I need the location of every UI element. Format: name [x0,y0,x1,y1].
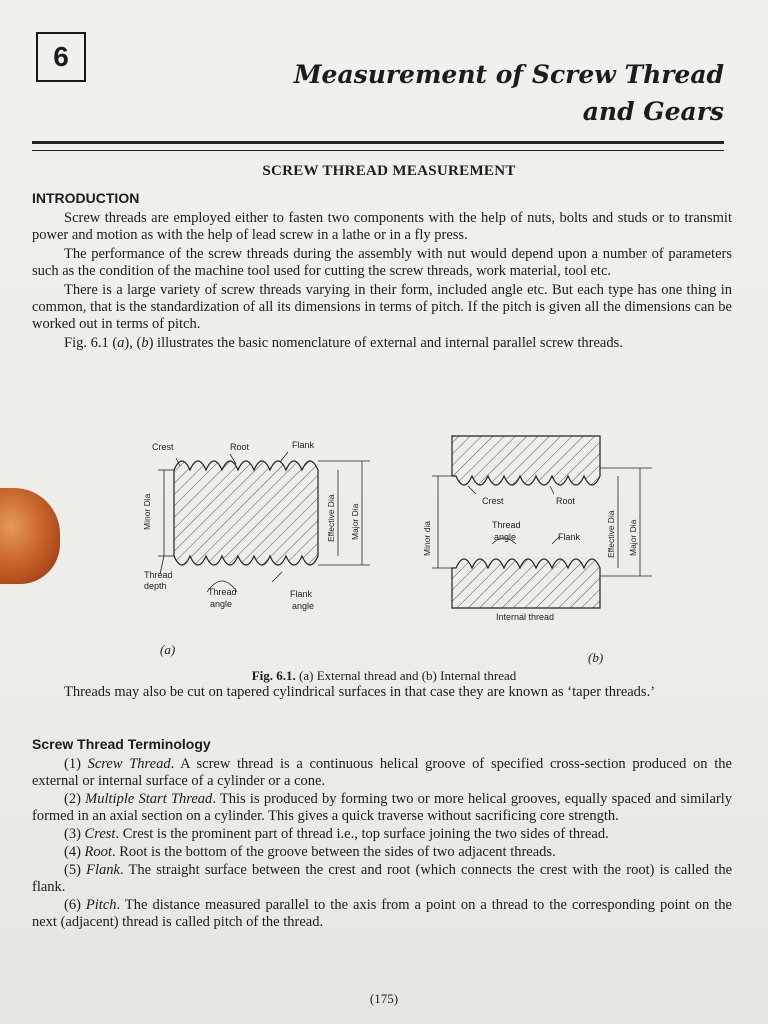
term-item-6: (6) Pitch. The distance measured parallel to the axis from a point on a thread to the corresponding point on the next (adjacent) thread is called pitch of the thread. [32,897,732,930]
ext-thread-depth-label-2: depth [144,581,167,591]
ext-thread-angle-label-1: Thread [208,587,237,597]
term-item-2: (2) Multiple Start Thread. This is produced by forming two or more helical grooves, equally spaced and similarly formed in an axial section on a cylinder. This gives a quick traverse without sacrificing core strength. [32,791,732,824]
taper-paragraph: Threads may also be cut on tapered cylindrical surfaces in that case they are known as ‘taper threads.’ [64,684,656,700]
chapter-title-line-2: and Gears [582,97,724,126]
int-flank-label: Flank [558,532,581,542]
intro-paragraph-1: Screw threads are employed either to fasten two components with the help of nuts, bolts and studs or to transmit power and motion as with the help of lead screw in a lathe or in a fly press. [32,210,732,243]
int-thread-angle-label-2: angle [494,532,517,542]
chapter-title-line-1: Measurement of Screw Thread [293,60,724,89]
term-item-1: (1) Screw Thread. A screw thread is a continuous helical groove of specified cross-section produced on the external or internal surface of a cylinder or a cone. [32,756,732,789]
int-crest-label: Crest [482,496,504,506]
term-item-5: (5) Flank. The straight surface between the crest and root (which connects the crest with the root) is called the flank. [32,862,732,895]
figure-label-a: (a) [160,642,176,657]
ext-crest-label: Crest [152,442,174,452]
int-root-label: Root [556,496,576,506]
section-heading: SCREW THREAD MEASUREMENT [262,163,516,179]
intro-paragraph-2: The performance of the screw threads during the assembly with nut would depend upon a number of parameters such as the condition of the machine tool used for cutting the screw threads, work material, tool etc. [32,246,732,279]
terminology-heading: Screw Thread Terminology [32,736,211,752]
chapter-number-box: 6 [36,32,86,82]
header-rule-thin [32,150,724,151]
int-thread-angle-label-1: Thread [492,520,521,530]
ext-thread-depth-label-1: Thread [144,570,173,580]
terminology-list [32,756,732,932]
ext-major-dia-label: Major Dia [350,503,360,540]
figure-label-b: (b) [588,650,604,665]
header-rule-thick [32,141,724,144]
ext-flank-label: Flank [292,440,315,450]
ext-effective-dia-label: Effective Dia [326,494,336,542]
int-internal-thread-label: Internal thread [496,612,555,622]
introduction-text [32,210,732,352]
page-number: (175) [369,991,399,1006]
ext-thread-angle-label-2: angle [210,599,233,609]
ext-minor-dia-label: Minor Dia [142,493,152,530]
int-minor-dia-label: Minor dia [422,521,432,556]
term-item-3: (3) Crest. Crest is the prominent part of thread i.e., top surface joining the two sides of thread. [64,826,609,842]
figure-6-1 [112,432,652,647]
term-item-4: (4) Root. Root is the bottom of the groove between the sides of two adjacent threads. [64,844,556,860]
external-thread-diagram [142,440,370,611]
intro-paragraph-3: There is a large variety of screw threads varying in their form, included angle etc. But each type has one thing in common, that is the standardization of all its dimensions in terms of pitch. If the pitch is given all the dimensions can be worked out in terms of pitch. [32,282,732,332]
internal-thread-diagram [422,436,652,622]
ext-flank-angle-label-1: Flank [290,589,313,599]
chapter-title [204,56,724,130]
intro-paragraph-4: Fig. 6.1 (a), (b) illustrates the basic nomenclature of external and internal parallel screw threads. [64,335,623,351]
thumb-photo-artifact [0,488,60,584]
int-major-dia-label: Major Dia [628,519,638,556]
ext-flank-angle-label-2: angle [292,601,315,611]
int-effective-dia-label: Effective Dia [606,510,616,558]
ext-root-label: Root [230,442,250,452]
introduction-heading: INTRODUCTION [32,190,140,206]
figure-caption: Fig. 6.1. (a) External thread and (b) Internal thread [251,668,517,683]
